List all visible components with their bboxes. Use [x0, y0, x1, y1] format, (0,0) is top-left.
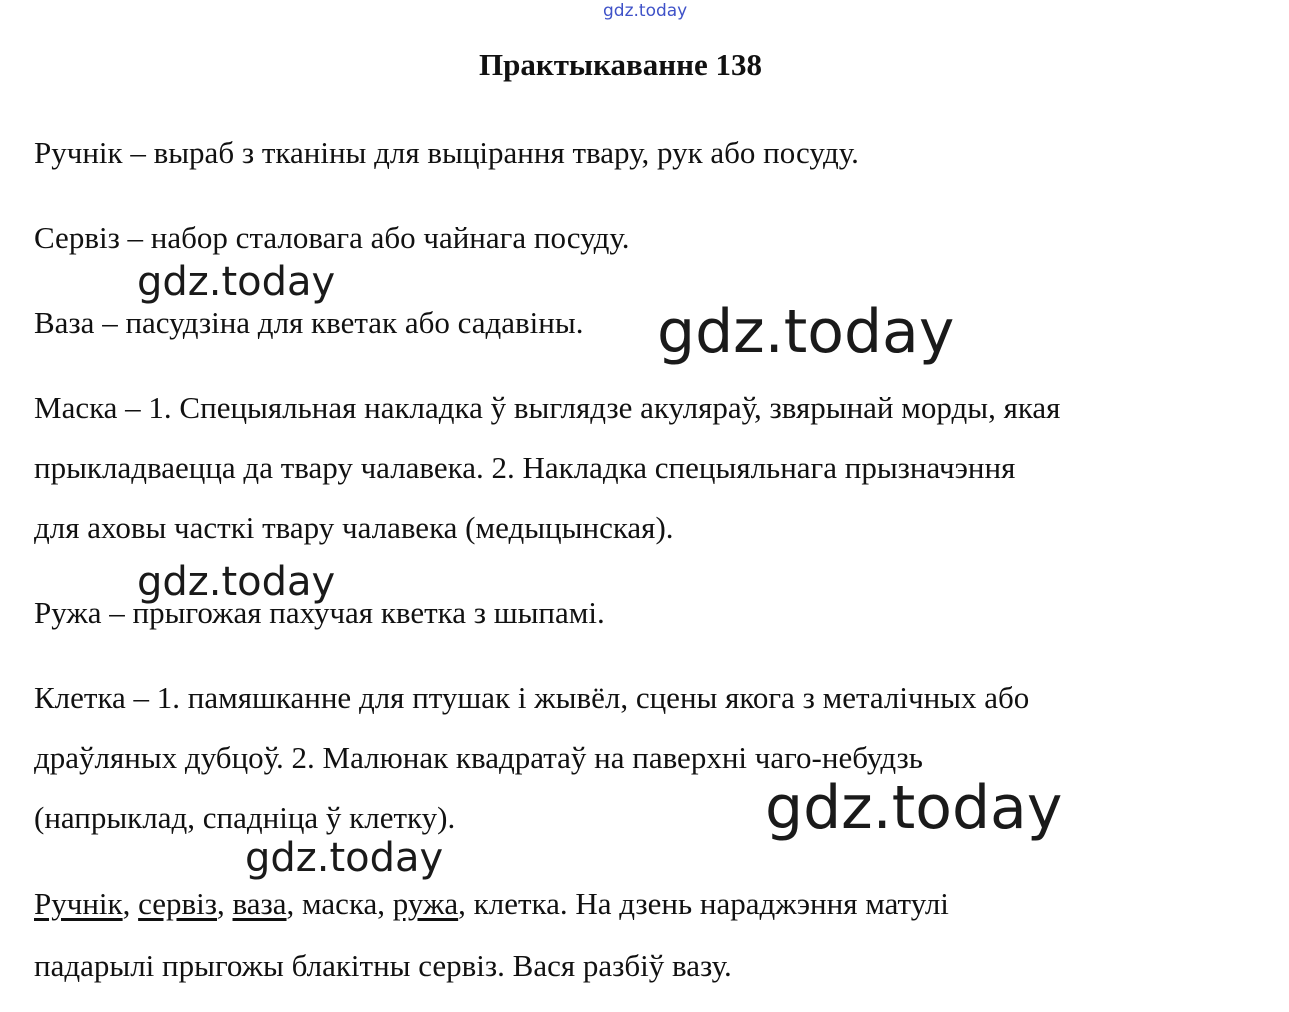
watermark-top: gdz.today — [603, 1, 688, 21]
definition-line-5: прыкладваецца да твару чалавека. 2. Накладка спецыяльнага прызначэння — [34, 450, 1016, 485]
separator: , — [458, 886, 474, 921]
watermark: gdz.today — [245, 835, 444, 881]
separator: , — [217, 886, 233, 921]
underlined-word: сервіз — [138, 886, 218, 921]
definition-line-1: Ручнік – выраб з тканіны для выцірання твару, рук або посуду. — [34, 135, 859, 170]
summary-line-2: падарылі прыгожы блакітны сервіз. Вася разбіў вазу. — [34, 948, 732, 983]
underlined-word: ружа — [392, 886, 459, 921]
underlined-word: Ручнік — [34, 886, 123, 921]
page-title: Практыкаванне 138 — [478, 47, 762, 82]
separator: , — [286, 886, 303, 921]
watermark: gdz.today — [657, 297, 955, 367]
definition-line-4: Маска – 1. Спецыяльная накладка ў выглядзе акуляраў, звярынай морды, якая — [34, 390, 1061, 425]
plain-word: маска — [302, 886, 378, 921]
definition-line-6: для аховы часткі твару чалавека (медыцынская). — [34, 510, 674, 545]
definition-line-2: Сервіз – набор сталовага або чайнага посуду. — [34, 220, 630, 255]
definition-line-10: (напрыклад, спадніца ў клетку). — [34, 800, 456, 835]
definition-line-7: Ружа – прыгожая пахучая кветка з шыпамі. — [34, 595, 605, 630]
summary-tail: . На дзень нараджэння матулі — [559, 886, 949, 921]
summary-line-1 — [34, 886, 949, 922]
watermark: gdz.today — [137, 559, 336, 605]
plain-word: клетка — [473, 886, 560, 921]
watermark: gdz.today — [765, 773, 1063, 843]
watermark: gdz.today — [137, 259, 336, 305]
separator: , — [122, 886, 139, 921]
underlined-word: ваза — [232, 886, 287, 921]
definition-line-3: Ваза – пасудзіна для кветак або садавіны. — [34, 305, 584, 340]
definition-line-8: Клетка – 1. памяшканне для птушак і жывёл, сцены якога з металічных або — [34, 680, 1030, 715]
separator: , — [377, 886, 393, 921]
definition-line-9: драўляных дубцоў. 2. Малюнак квадратаў на паверхні чаго-небудзь — [34, 740, 923, 775]
